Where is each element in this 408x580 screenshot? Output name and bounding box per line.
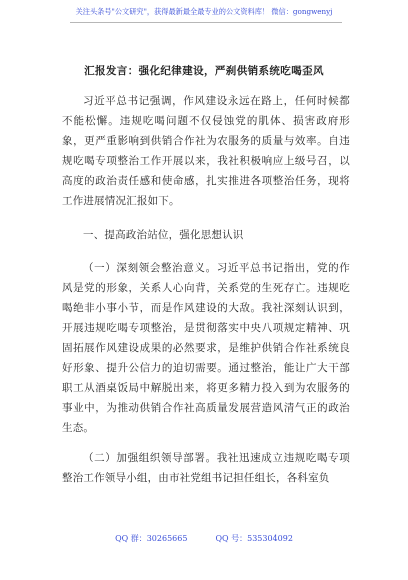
- document-title: 汇报发言：强化纪律建设，严刹供销系统吃喝歪风: [84, 65, 324, 77]
- document-body: [62, 91, 350, 488]
- body-paragraph-subsection-1: （一）深刻领会整治意义。习近平总书记指出，党的作风是党的形象，关系人心向背，关系党的生死存亡。违规吃喝绝非小事小节，而是作风建设的大敌。我社深刻认识到，开展违规吃喝专项整治，是贯彻落实中央八项规定精神、巩固拓展作风建设成果的必然要求，是维护供销合作社系统良好形象、提升公信力的迫切需要。通过整治，能让广大干部职工从酒桌饭局中解脱出来，将更多精力投入到为农服务的事业中，为推动供销合作社高质量发展营造风清气正的政治生态。: [62, 262, 350, 434]
- footer-qq-group: QQ 群：30265665: [115, 534, 188, 543]
- footer-contact: [0, 533, 408, 545]
- body-paragraph-intro: 习近平总书记强调，作风建设永远在路上，任何时候都不能松懈。违规吃喝问题不仅侵蚀党的肌体、损害政府形象，更严重影响到供销合作社为农服务的质量与效率。自违规吃喝专项整治工作开展以来，我社积极响应上级号召，以高度的政治责任感和使命感，扎实推进各项整治任务，现将工作进展情况汇报如下。: [62, 95, 350, 207]
- footer-qq-number: QQ 号：535304092: [215, 534, 293, 543]
- body-paragraph-subsection-2: （二）加强组织领导部署。我社迅速成立违规吃喝专项整治工作领导小组，由市社党组书记担任组长，各科室负: [62, 452, 350, 484]
- section-heading: 一、提高政治站位，强化思想认识: [83, 229, 244, 241]
- header-notice: 关注头条号"公文研究"，获得最新最全最专业的公文资料库！ 微信：gongwenyj: [75, 7, 333, 16]
- header-divider: [70, 22, 342, 23]
